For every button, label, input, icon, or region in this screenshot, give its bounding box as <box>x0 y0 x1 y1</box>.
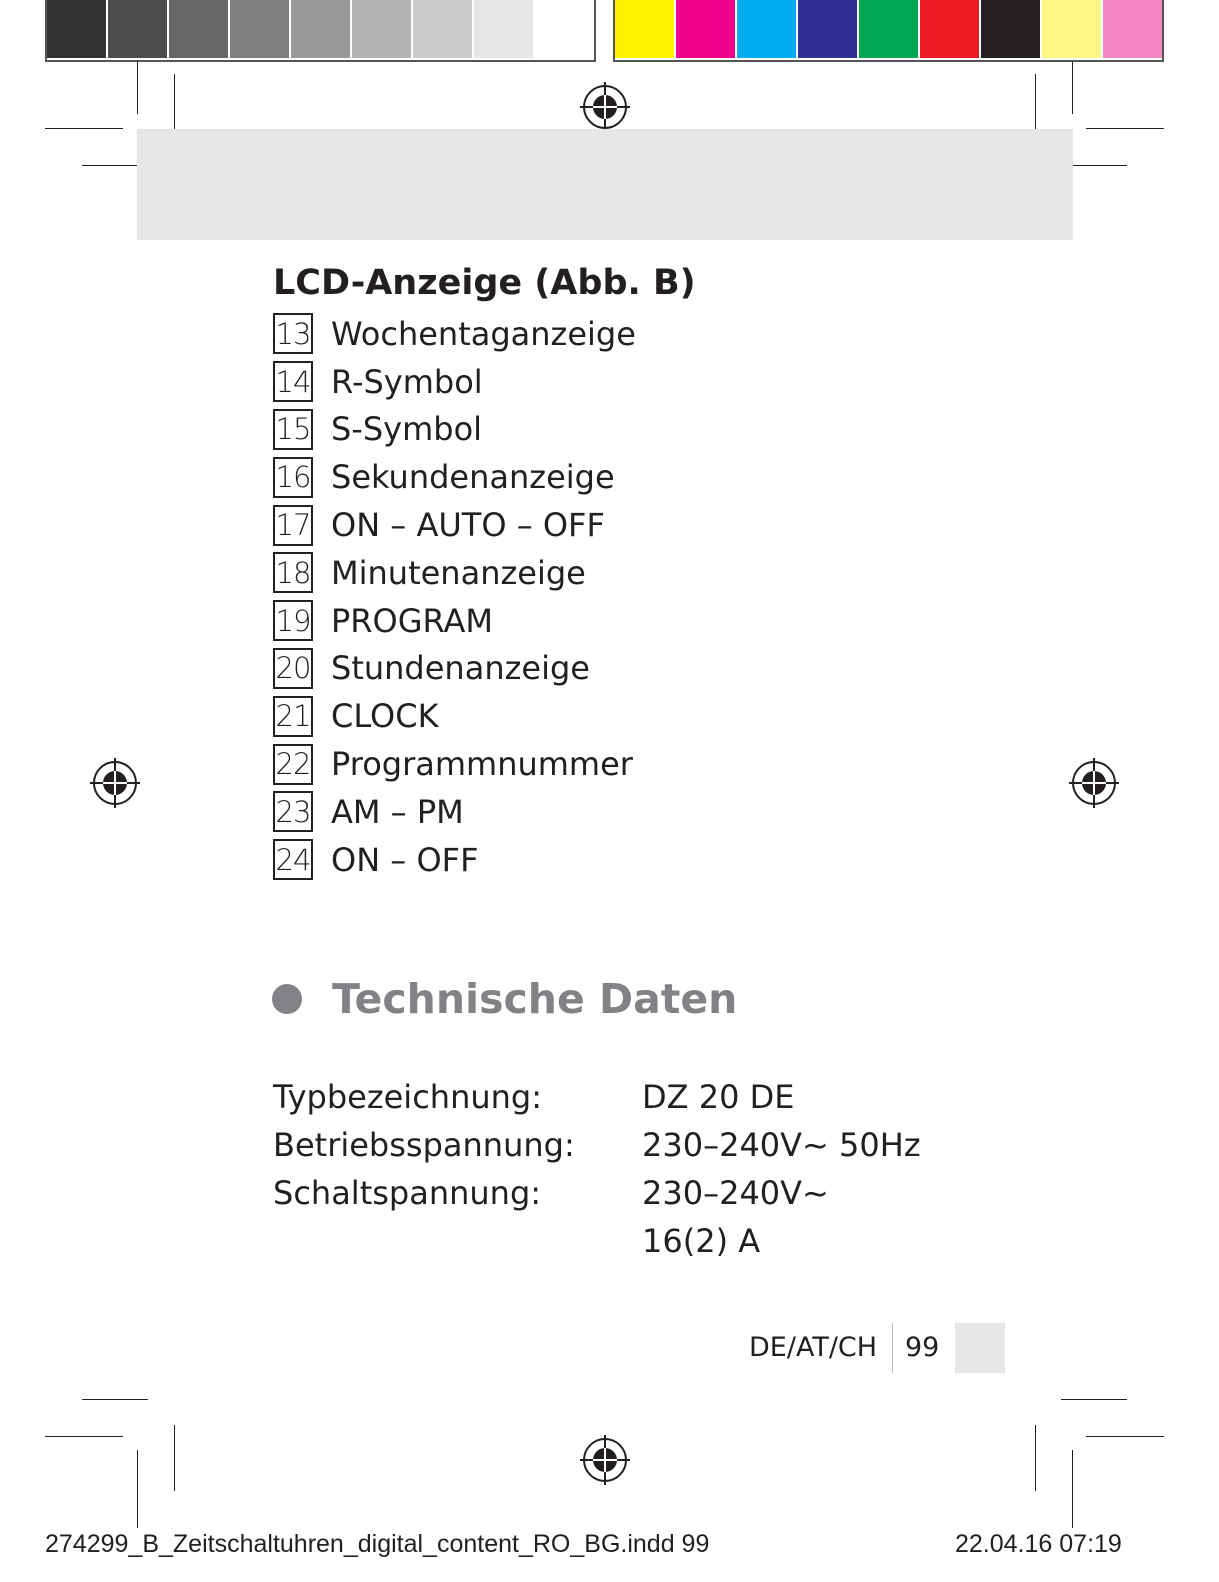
part-number: 19 <box>273 600 313 641</box>
color-swatch <box>737 0 796 58</box>
registration-mark-icon <box>580 82 630 132</box>
part-number: 20 <box>273 648 313 689</box>
footer-divider <box>892 1323 893 1373</box>
gray-swatch <box>535 0 594 58</box>
spec-value: 230–240V~ 50Hz <box>642 1126 921 1164</box>
color-swatch <box>920 0 979 58</box>
lcd-section-title: LCD-Anzeige (Abb. B) <box>273 263 696 303</box>
slug-timestamp: 22.04.16 07:19 <box>955 1530 1122 1558</box>
part-number: 15 <box>273 409 313 450</box>
part-label: ON – OFF <box>331 840 479 879</box>
part-label: S-Symbol <box>331 410 483 449</box>
tech-section-heading <box>272 975 737 1023</box>
part-label: AM – PM <box>331 792 464 831</box>
color-swatch <box>1042 0 1101 58</box>
list-item <box>273 597 636 645</box>
crop-mark <box>1072 1450 1073 1528</box>
grayscale-color-bar <box>45 0 596 62</box>
gray-swatch <box>352 0 411 58</box>
spec-value: 16(2) A <box>642 1222 761 1260</box>
crop-mark <box>1086 1436 1164 1437</box>
header-band <box>137 129 1073 240</box>
part-label: Programmnummer <box>331 745 633 784</box>
color-swatch <box>1103 0 1162 58</box>
list-item <box>273 310 636 358</box>
crop-mark <box>1072 62 1073 114</box>
gray-swatch <box>474 0 533 58</box>
crop-mark <box>82 1399 148 1400</box>
part-label: CLOCK <box>331 697 439 736</box>
page-number: 99 <box>905 1332 940 1363</box>
part-label: Sekundenanzeige <box>331 458 615 497</box>
list-item <box>273 406 636 454</box>
part-label: R-Symbol <box>331 362 483 401</box>
part-number: 21 <box>273 696 313 737</box>
part-number: 14 <box>273 361 313 402</box>
spec-label: Typbezeichnung: <box>273 1078 542 1116</box>
list-item <box>273 645 636 693</box>
part-number: 18 <box>273 552 313 593</box>
footer-tab <box>955 1323 1005 1373</box>
part-number: 22 <box>273 744 313 785</box>
tech-section-title: Technische Daten <box>332 975 738 1023</box>
color-swatch <box>981 0 1040 58</box>
gray-swatch <box>108 0 167 58</box>
crop-mark <box>137 62 138 114</box>
spec-value: DZ 20 DE <box>642 1078 795 1116</box>
list-item <box>273 549 636 597</box>
crop-mark <box>1061 1399 1127 1400</box>
footer-locale: DE/AT/CH <box>749 1332 878 1363</box>
gray-swatch <box>169 0 228 58</box>
part-number: 24 <box>273 839 313 880</box>
list-item <box>273 358 636 406</box>
list-item <box>273 501 636 549</box>
gray-swatch <box>413 0 472 58</box>
lcd-parts-list <box>273 310 636 884</box>
crop-mark <box>174 1425 175 1491</box>
gray-swatch <box>47 0 106 58</box>
part-number: 13 <box>273 313 313 354</box>
part-number: 16 <box>273 457 313 498</box>
spec-label: Betriebsspannung: <box>273 1126 575 1164</box>
list-item <box>273 692 636 740</box>
crop-mark <box>45 128 123 129</box>
color-swatch <box>615 0 674 58</box>
list-item <box>273 740 636 788</box>
slug-filename: 274299_B_Zeitschaltuhren_digital_content_RO_BG.indd 99 <box>45 1530 710 1558</box>
crop-mark <box>45 1436 123 1437</box>
part-label: Minutenanzeige <box>331 553 586 592</box>
color-swatch <box>859 0 918 58</box>
part-label: Stundenanzeige <box>331 649 590 688</box>
gray-swatch <box>291 0 350 58</box>
registration-mark-icon <box>1069 758 1119 808</box>
part-number: 17 <box>273 505 313 546</box>
list-item <box>273 836 636 884</box>
list-item <box>273 453 636 501</box>
part-label: PROGRAM <box>331 601 493 640</box>
list-item <box>273 788 636 836</box>
color-swatch <box>676 0 735 58</box>
crop-mark <box>1035 1425 1036 1491</box>
spec-label: Schaltspannung: <box>273 1174 542 1212</box>
part-label: Wochentaganzeige <box>331 314 636 353</box>
registration-mark-icon <box>90 758 140 808</box>
process-color-bar <box>613 0 1164 62</box>
gray-swatch <box>230 0 289 58</box>
part-label: ON – AUTO – OFF <box>331 506 605 545</box>
bullet-icon <box>272 984 302 1014</box>
color-swatch <box>798 0 857 58</box>
crop-mark <box>137 1450 138 1528</box>
part-number: 23 <box>273 791 313 832</box>
crop-mark <box>1086 128 1164 129</box>
registration-mark-icon <box>580 1435 630 1485</box>
spec-value: 230–240V~ <box>642 1174 829 1212</box>
